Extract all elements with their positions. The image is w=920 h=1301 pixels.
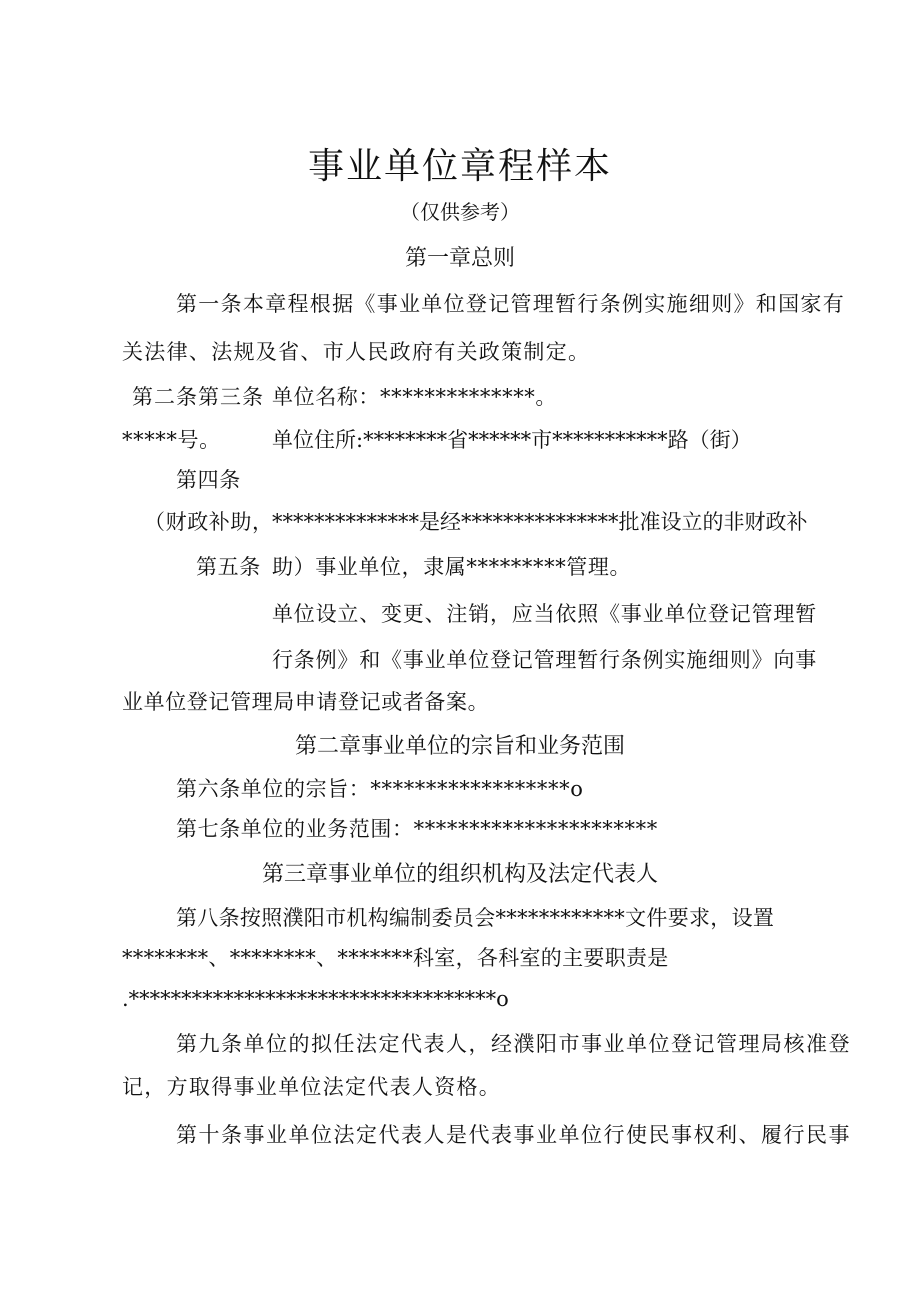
article-2-label: 第二条第三条 [132,385,264,409]
article-1-line-1: 第一条本章程根据《事业单位登记管理暂行条例实施细则》和国家有 [176,292,845,316]
article-5-line-1: 单位设立、变更、注销，应当依照《事业单位登记管理暂 [272,602,817,626]
article-6: 第六条单位的宗旨：******************o [176,777,584,801]
chapter-2-heading: 第二章事业单位的宗旨和业务范围 [294,734,625,759]
article-4-label: 第四条 [176,468,241,492]
article-1-line-2: 关法律、法规及省、市人民政府有关政策制定。 [122,340,591,364]
chapter-1-heading: 第一章总则 [404,246,515,271]
article-5-label: 第五条 [196,555,261,579]
article-8-line-1: 第八条按照濮阳市机构编制委员会************文件要求，设置 [176,906,775,930]
chapter-3-heading: 第三章事业单位的组织机构及法定代表人 [261,862,658,887]
article-5-line-3: 业单位登记管理局申请登记或者备案。 [122,690,490,714]
article-10-line-1: 第十条事业单位法定代表人是代表事业单位行使民事权利、履行民事 [176,1123,851,1147]
article-4-prefix: （财政补助， [144,510,274,534]
article-5-line-2: 行条例》和《事业单位登记管理暂行条例实施细则》向事 [272,648,817,672]
article-8-line-3: .***********************************o [122,987,509,1011]
article-3-prefix: *****号。 [122,428,221,452]
article-4-text-continued: 助）事业单位，隶属*********管理。 [272,555,632,579]
article-9-line-1: 第九条单位的拟任法定代表人，经濮阳市事业单位登记管理局核准登 [176,1032,851,1056]
document-title: 事业单位章程样本 [307,146,612,187]
article-4-text: **************是经***************批准设立的非财政补 [272,510,808,534]
article-9-line-2: 记，方取得事业单位法定代表人资格。 [122,1075,502,1099]
article-3-text: 单位住所:********省******市***********路（街） [272,428,752,452]
article-7: 第七条单位的业务范围：********************** [176,817,658,841]
document-subtitle: （仅供参考） [400,200,520,224]
article-8-line-2: ********、********、*******科室，各科室的主要职责是 [122,946,669,970]
article-2-text: 单位名称：**************。 [272,385,557,409]
